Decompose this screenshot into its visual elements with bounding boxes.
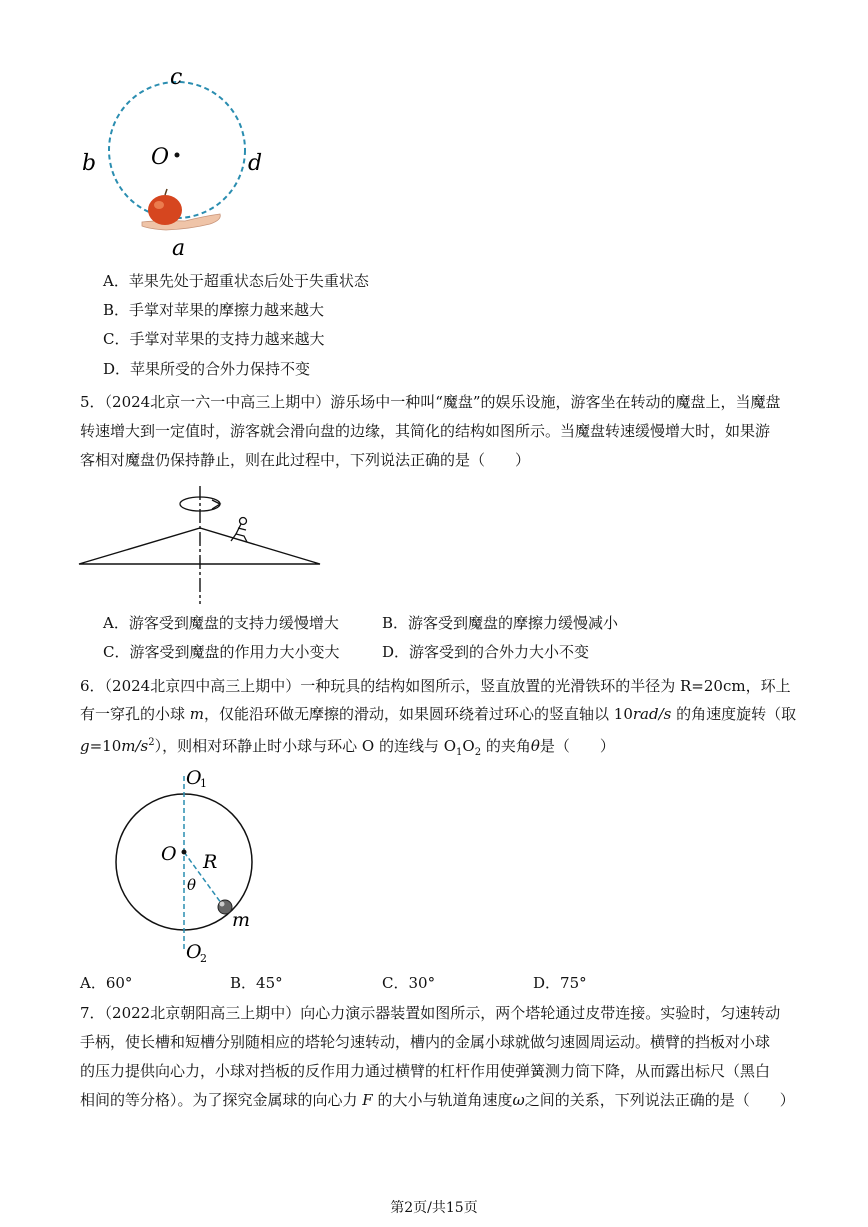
label-theta: θ xyxy=(187,876,197,894)
q4-option-c: C．手掌对苹果的支持力越来越大 xyxy=(103,330,325,348)
label-o1: O xyxy=(186,767,202,789)
q6-option-a: A．60° xyxy=(80,974,133,992)
q6-stem-line-1: 6．（2024北京四中高三上期中）一种玩具的结构如图所示，竖直放置的光滑铁环的半径为 R=20cm，环上 xyxy=(80,677,791,695)
q6-stem-line-2: 有一穿孔的小球 m，仅能沿环做无摩擦的滑动，如果圆环绕着过环心的竖直轴以 10rad/s 的角速度旋转（取 xyxy=(80,705,797,723)
q6-option-c: C．30° xyxy=(382,974,436,992)
q4-option-b: B．手掌对苹果的摩擦力越来越大 xyxy=(103,301,325,319)
label-o: O xyxy=(151,145,170,170)
person-icon xyxy=(231,518,247,543)
q5-option-a: A．游客受到魔盘的支持力缓慢增大 xyxy=(103,614,339,632)
q6-option-b: B．45° xyxy=(230,974,283,992)
label-c: c xyxy=(170,65,183,90)
q7-stem-line-2: 手柄，使长槽和短槽分别随相应的塔轮匀速转动，槽内的金属小球就做匀速圆周运动。横臂的挡板对小球 xyxy=(80,1033,771,1051)
label-d: d xyxy=(248,151,263,176)
label-m: m xyxy=(232,909,251,931)
q7-stem-line-1: 7．（2022北京朝阳高三上期中）向心力演示器装置如图所示，两个塔轮通过皮带连接。实验时，匀速转动 xyxy=(80,1004,781,1022)
center-dot xyxy=(175,153,180,158)
q6-option-d: D．75° xyxy=(533,974,587,992)
center-dot xyxy=(182,850,187,855)
label-b: b xyxy=(82,151,97,176)
dashed-circle xyxy=(109,82,245,218)
q4-option-d: D．苹果所受的合外力保持不变 xyxy=(103,360,311,378)
label-a: a xyxy=(172,236,186,261)
q7-stem-line-4: 相间的等分格）。为了探究金属球的向心力 F 的大小与轨道角速度ω之间的关系，下列说法正确的是（ ） xyxy=(80,1091,795,1109)
q4-figure xyxy=(70,62,290,262)
q6-figure xyxy=(110,764,270,970)
svg-text:1: 1 xyxy=(200,777,207,790)
ball-icon xyxy=(218,900,232,914)
apple-icon xyxy=(148,195,182,225)
q5-option-d: D．游客受到的合外力大小不变 xyxy=(382,643,590,661)
q5-stem-line-3: 客相对魔盘仍保持静止，则在此过程中，下列说法正确的是（ ） xyxy=(80,451,531,469)
q5-figure xyxy=(76,486,326,606)
page-footer: 第2页/共15页 xyxy=(390,1200,478,1216)
label-o2: O xyxy=(186,941,202,963)
q6-stem-line-3: $g=10m/s^2$），则相对环静止时小球与环心 O 的连线与 $O_1O_2$ 的夹角θ是（ ） xyxy=(80,737,615,758)
q5-option-c: C．游客受到魔盘的作用力大小变大 xyxy=(103,643,340,661)
q5-option-b: B．游客受到魔盘的摩擦力缓慢减小 xyxy=(382,614,619,632)
q4-option-a: A．苹果先处于超重状态后处于失重状态 xyxy=(103,272,369,290)
label-o: O xyxy=(161,843,177,865)
q7-stem-line-3: 的压力提供向心力，小球对挡板的反作用力通过横臂的杠杆作用使弹簧测力筒下降，从而露出标尺（黑白 xyxy=(80,1062,771,1080)
label-r: R xyxy=(203,851,218,873)
q5-stem-line-2: 转速增大到一定值时，游客就会滑向盘的边缘，其简化的结构如图所示。当魔盘转速缓慢增大时，如果游 xyxy=(80,422,771,440)
q5-stem-line-1: 5．（2024北京一六一中高三上期中）游乐场中一种叫“魔盘”的娱乐设施，游客坐在转动的魔盘上，当魔盘 xyxy=(80,393,781,411)
svg-text:2: 2 xyxy=(200,952,207,965)
